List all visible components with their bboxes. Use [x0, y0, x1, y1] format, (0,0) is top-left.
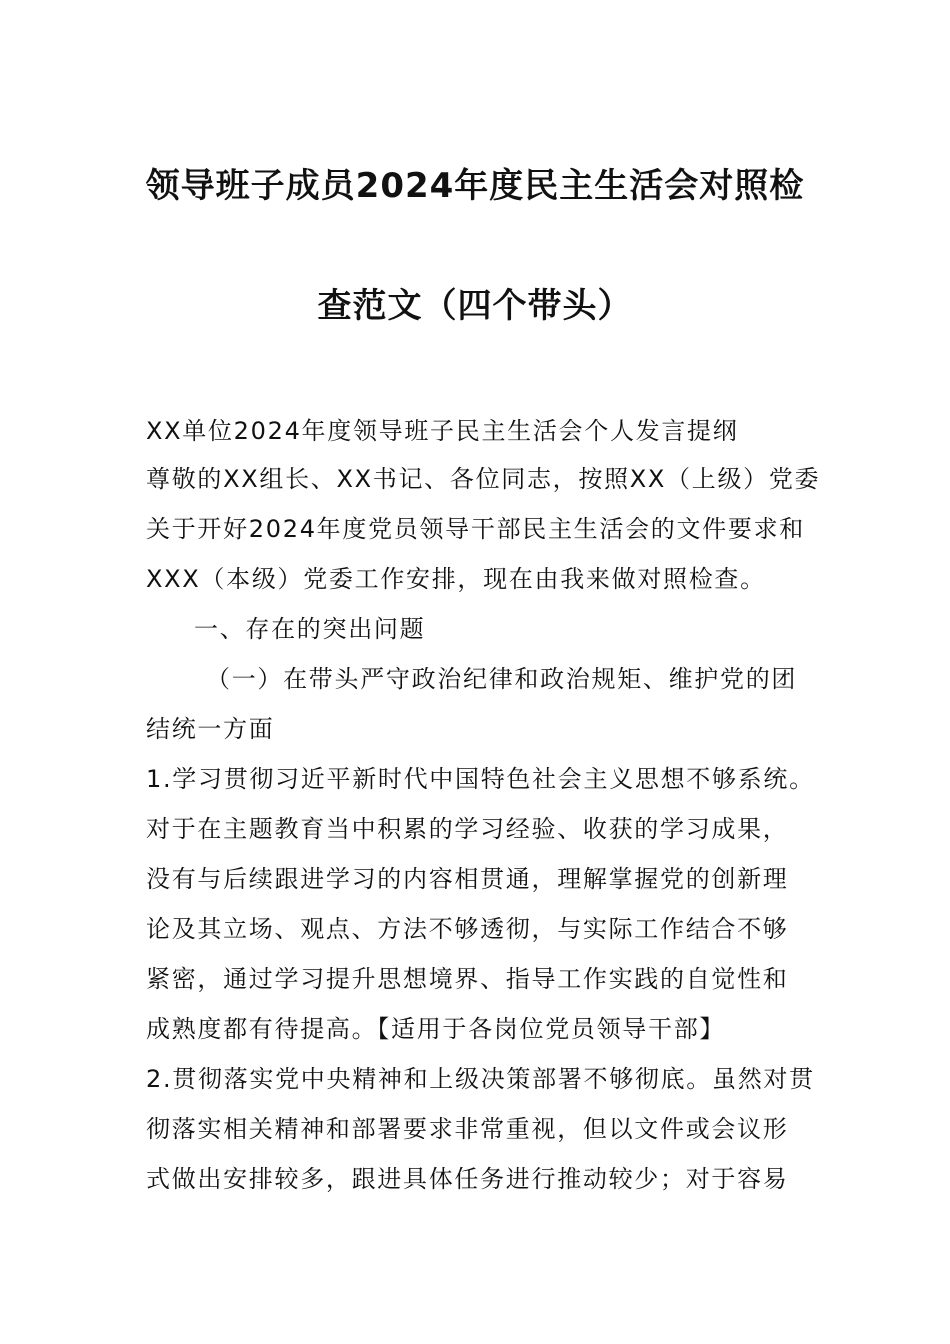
body-line: 成熟度都有待提高。【适用于各岗位党员领导干部】: [146, 1015, 726, 1043]
item-2-heading: 2.贯彻落实党中央精神和上级决策部署不够彻底。虽然对贯: [146, 1065, 815, 1093]
body-line: 没有与后续跟进学习的内容相贯通，理解掌握党的创新理: [146, 865, 789, 893]
body-line: 关于开好2024年度党员领导干部民主生活会的文件要求和: [146, 515, 805, 543]
subsection-heading-cont: 结统一方面: [146, 715, 275, 743]
subsection-heading: （一）在带头严守政治纪律和政治规矩、维护党的团: [206, 665, 798, 693]
subtitle-line: XX单位2024年度领导班子民主生活会个人发言提纲: [146, 417, 739, 445]
body-line: 彻落实相关精神和部署要求非常重视，但以文件或会议形: [146, 1115, 789, 1143]
document-title-line-2: 查范文（四个带头）: [317, 286, 633, 326]
section-heading: 一、存在的突出问题: [194, 615, 426, 643]
body-line: 对于在主题教育当中积累的学习经验、收获的学习成果，: [146, 815, 789, 843]
body-line: 式做出安排较多，跟进具体任务进行推动较少；对于容易: [146, 1165, 789, 1193]
document-title-line-1: 领导班子成员2024年度民主生活会对照检: [145, 166, 805, 206]
body-line: 紧密，通过学习提升思想境界、指导工作实践的自觉性和: [146, 965, 789, 993]
body-line: 论及其立场、观点、方法不够透彻，与实际工作结合不够: [146, 915, 789, 943]
body-line: XXX（本级）党委工作安排，现在由我来做对照检查。: [146, 565, 766, 593]
item-1-heading: 1.学习贯彻习近平新时代中国特色社会主义思想不够系统。: [146, 765, 815, 793]
body-line: 尊敬的XX组长、XX书记、各位同志，按照XX（上级）党委: [146, 465, 821, 493]
